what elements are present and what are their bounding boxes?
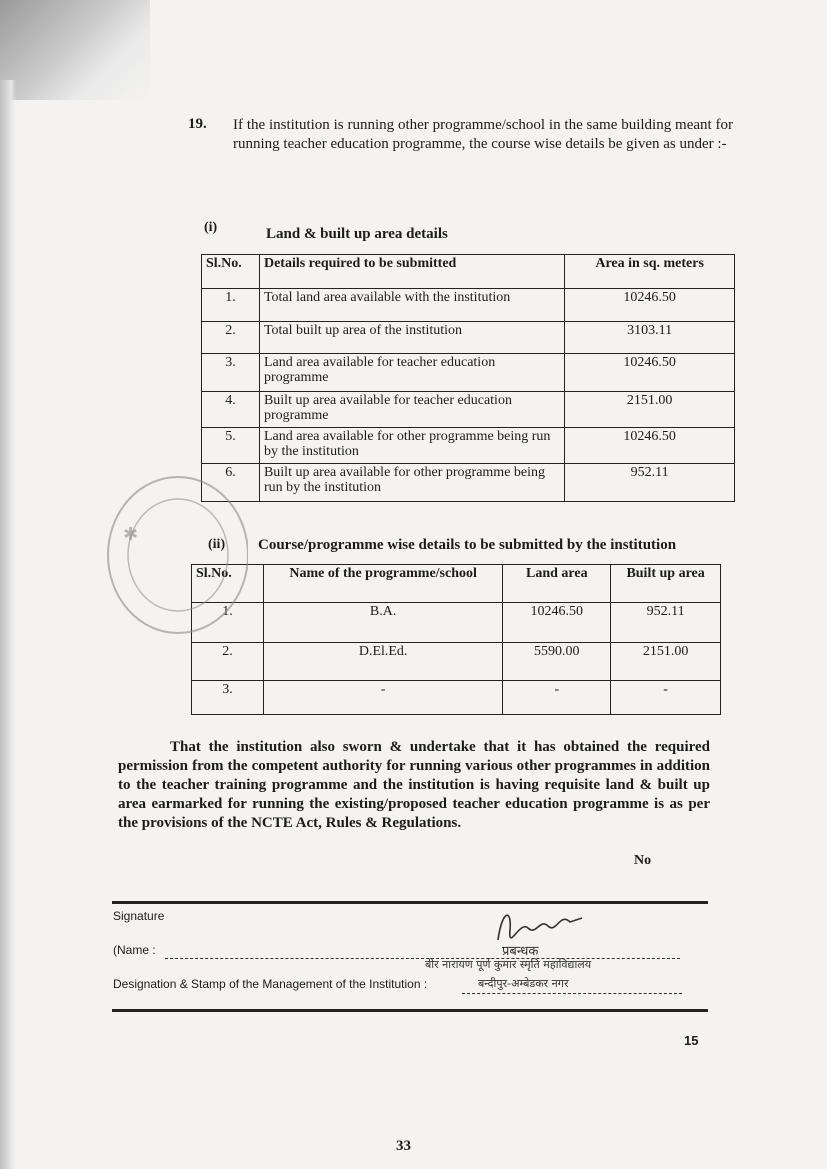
designation-label: Designation & Stamp of the Management of the Institution : (113, 977, 428, 991)
table-row (202, 428, 735, 464)
form-page-number: 15 (684, 1033, 699, 1048)
signature-bottom-rule (112, 1009, 708, 1012)
designation-line (462, 993, 682, 994)
question-number: 19. (188, 116, 207, 132)
row-slno: 6. (202, 464, 260, 502)
land-area-table (201, 254, 735, 502)
signature-top-rule (112, 901, 708, 904)
programme-table (191, 564, 721, 715)
row-land: - (503, 681, 611, 715)
header-programme: Name of the programme/school (263, 565, 503, 603)
svg-text:✱: ✱ (123, 524, 139, 545)
row-programme: B.A. (263, 603, 503, 643)
document-page-number: 33 (396, 1138, 411, 1154)
row-programme: D.El.Ed. (263, 643, 503, 681)
table-row (202, 354, 735, 392)
table-row (202, 289, 735, 322)
answer-value: No (634, 853, 652, 868)
section1-title: Land & built up area details (266, 226, 448, 242)
row-slno: 4. (202, 392, 260, 428)
row-built: 2151.00 (611, 643, 721, 681)
row-area: 952.11 (565, 464, 735, 502)
table-header-row (192, 565, 721, 603)
row-built: - (611, 681, 721, 715)
row-area: 10246.50 (565, 289, 735, 322)
row-slno: 1. (202, 289, 260, 322)
row-detail: Land area available for other programme being run by the institution (259, 428, 564, 464)
header-slno: Sl.No. (192, 565, 264, 603)
row-slno: 5. (202, 428, 260, 464)
row-slno: 1. (192, 603, 264, 643)
question-text: If the institution is running other programme/school in the same building meant for running teacher education programme, the course wise details be given as under :- (233, 117, 733, 152)
row-land: 5590.00 (503, 643, 611, 681)
row-area: 10246.50 (565, 428, 735, 464)
row-slno: 2. (202, 322, 260, 354)
row-detail: Built up area available for other programme being run by the institution (259, 464, 564, 502)
row-area: 10246.50 (565, 354, 735, 392)
stamp-line2: बन्दीपुर-अम्बेडकर नगर (478, 977, 569, 990)
header-area: Area in sq. meters (565, 255, 735, 289)
table-header-row (202, 255, 735, 289)
section2-title: Course/programme wise details to be submitted by the institution (258, 537, 677, 553)
name-line (165, 958, 680, 959)
institution-seal (98, 470, 248, 635)
row-detail: Total built up area of the institution (259, 322, 564, 354)
table-row (202, 464, 735, 502)
stamp-title: प्रबन्धक (502, 944, 539, 959)
row-detail: Land area available for teacher education programme (259, 354, 564, 392)
row-slno: 2. (192, 643, 264, 681)
row-slno: 3. (192, 681, 264, 715)
section1-label: (i) (204, 220, 218, 235)
header-built: Built up area (611, 565, 721, 603)
section2-label: (ii) (208, 537, 226, 552)
table-row (202, 392, 735, 428)
row-detail: Total land area available with the institution (259, 289, 564, 322)
row-slno: 3. (202, 354, 260, 392)
row-programme: - (263, 681, 503, 715)
row-land: 10246.50 (503, 603, 611, 643)
row-detail: Built up area available for teacher education programme (259, 392, 564, 428)
table-row (202, 322, 735, 354)
header-details: Details required to be submitted (259, 255, 564, 289)
row-built: 952.11 (611, 603, 721, 643)
row-area: 2151.00 (565, 392, 735, 428)
table-row (192, 643, 721, 681)
header-slno: Sl.No. (202, 255, 260, 289)
declaration-text: That the institution also sworn & undertake that it has obtained the required permission from the competent authority for running various other programmes in addition to the teacher training programme and the institution is having requisite land & built up area earmarked for running the existing/proposed teacher education programme is as per the provisions of the NCTE Act, Rules & Regulations. (118, 739, 710, 831)
table-row (192, 603, 721, 643)
table-row (192, 681, 721, 715)
stamp-line1: बीर नारायण पूर्ण कुमार स्मृति महाविद्यालय (425, 958, 592, 971)
row-area: 3103.11 (565, 322, 735, 354)
header-land: Land area (503, 565, 611, 603)
signature-label: Signature (113, 909, 165, 923)
name-label: (Name : (113, 943, 156, 957)
